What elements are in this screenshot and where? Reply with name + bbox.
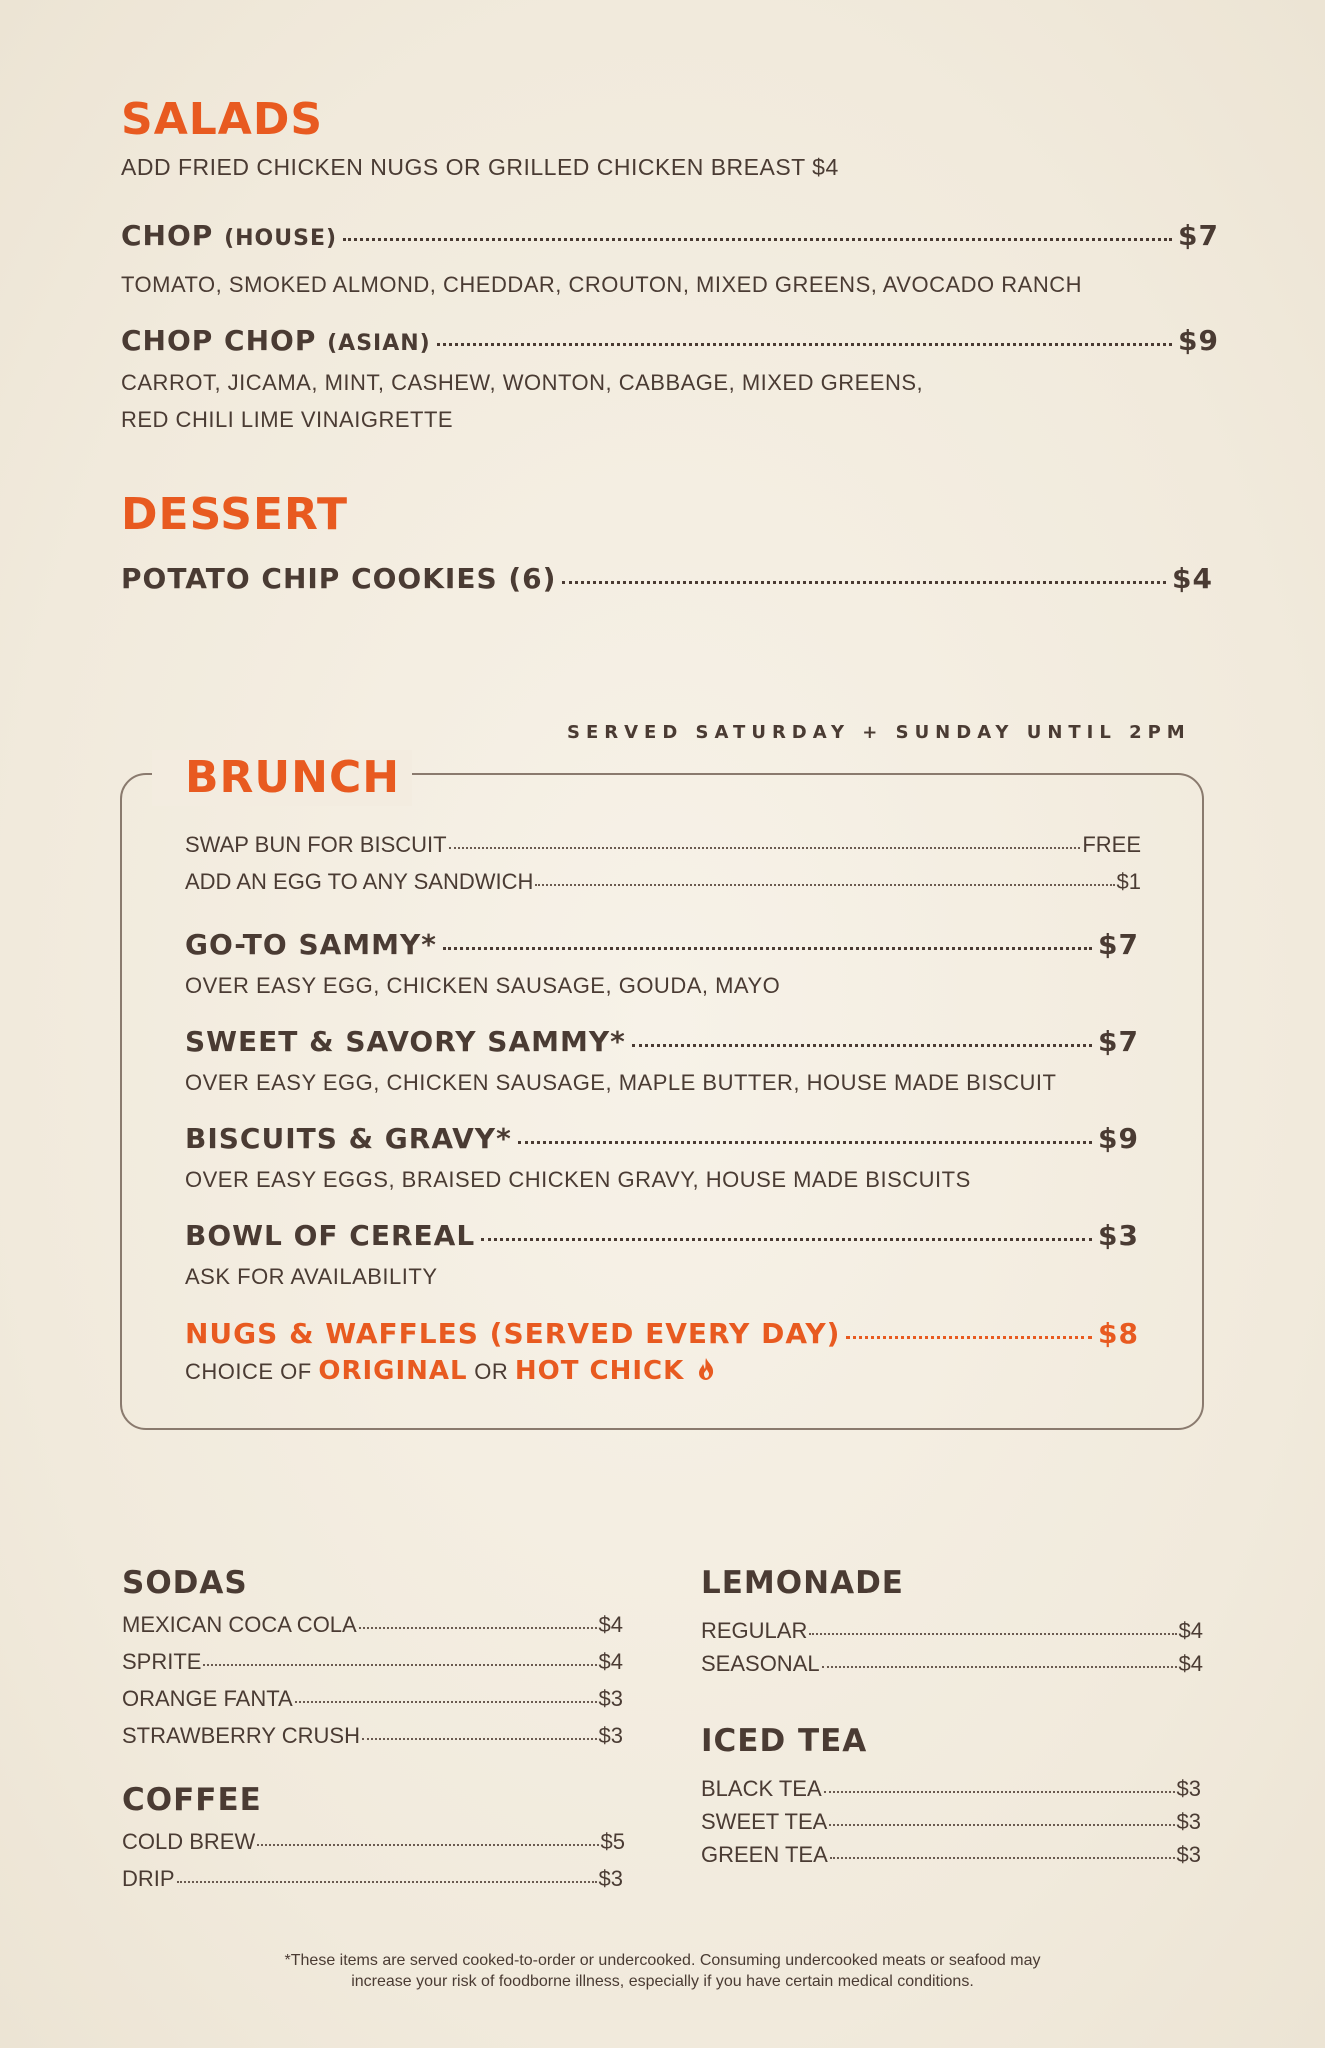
- drink-price: $3: [598, 1866, 623, 1891]
- extra-name: SWAP BUN FOR BISCUIT: [185, 832, 447, 857]
- drink-item: [122, 1614, 623, 1636]
- drink-price: $3: [598, 1723, 623, 1748]
- menu-item-bowl-of-cereal: [185, 1219, 1139, 1252]
- dot-leader: [830, 1857, 1175, 1859]
- item-name: BISCUITS & GRAVY*: [185, 1122, 512, 1155]
- drink-price: $4: [1178, 1618, 1203, 1643]
- drink-item: [701, 1811, 1201, 1833]
- dot-leader: [562, 581, 1166, 584]
- item-name: GO-TO SAMMY*: [185, 928, 437, 961]
- drink-name: MEXICAN COCA COLA: [122, 1612, 357, 1637]
- drink-price: $4: [598, 1612, 623, 1637]
- dot-leader: [829, 1824, 1174, 1826]
- menu-item-biscuits-gravy: [185, 1122, 1139, 1155]
- drink-name: SEASONAL: [701, 1651, 820, 1676]
- drink-price: $4: [598, 1649, 623, 1674]
- item-price: $8: [1098, 1317, 1139, 1350]
- drink-name: STRAWBERRY CRUSH: [122, 1723, 360, 1748]
- nugs-waffles-choice: [185, 1356, 715, 1386]
- drink-name: REGULAR: [701, 1618, 808, 1643]
- drink-price: $3: [598, 1686, 623, 1711]
- extra-price: FREE: [1082, 832, 1141, 857]
- drink-item: [122, 1725, 623, 1747]
- drink-item: [701, 1778, 1201, 1800]
- drink-item: [701, 1653, 1203, 1675]
- menu-item-sweet-savory-sammy: [185, 1025, 1139, 1058]
- salads-note: ADD FRIED CHICKEN NUGS OR GRILLED CHICKEN BREAST $4: [121, 154, 839, 180]
- drink-item: [701, 1620, 1203, 1642]
- item-description: ASK FOR AVAILABILITY: [185, 1264, 438, 1289]
- salads-title: SALADS: [121, 94, 324, 145]
- drink-item: [122, 1868, 623, 1890]
- dot-leader: [481, 1238, 1092, 1241]
- drink-price: $3: [1176, 1776, 1201, 1801]
- choice-or: OR: [474, 1359, 509, 1384]
- drink-price: $3: [1176, 1809, 1201, 1834]
- dot-leader: [518, 1141, 1092, 1144]
- drink-price: $3: [1176, 1842, 1201, 1867]
- item-name: SWEET & SAVORY SAMMY*: [185, 1025, 626, 1058]
- iced-tea-title: ICED TEA: [701, 1723, 868, 1759]
- choice-hot-chick: HOT CHICK: [514, 1356, 685, 1386]
- drink-price: $5: [600, 1829, 625, 1854]
- menu-item-go-to-sammy: [185, 928, 1139, 961]
- dot-leader: [257, 1844, 598, 1846]
- extra-price: $1: [1116, 869, 1141, 894]
- brunch-extra-swap-bun: [185, 834, 1141, 856]
- sodas-title: SODAS: [122, 1565, 248, 1601]
- flame-icon: [697, 1357, 715, 1381]
- dot-leader: [437, 343, 1172, 346]
- drink-item: [122, 1651, 623, 1673]
- item-name: NUGS & WAFFLES (SERVED EVERY DAY): [185, 1317, 841, 1350]
- brunch-extra-add-egg: [185, 871, 1141, 893]
- coffee-title: COFFEE: [122, 1782, 262, 1818]
- item-name: BOWL OF CEREAL: [185, 1219, 476, 1252]
- item-price: $9: [1178, 324, 1219, 357]
- item-description: OVER EASY EGGS, BRAISED CHICKEN GRAVY, HOUSE MADE BISCUITS: [185, 1167, 971, 1192]
- drink-name: GREEN TEA: [701, 1842, 828, 1867]
- item-price: $7: [1178, 219, 1219, 252]
- footnote-line: increase your risk of foodborne illness, especially if you have certain medical conditions.: [351, 1973, 974, 1990]
- dot-leader: [295, 1701, 597, 1703]
- drink-item: [122, 1688, 623, 1710]
- item-name: CHOP (HOUSE): [121, 219, 338, 252]
- menu-item-potato-chip-cookies: [121, 562, 1213, 595]
- item-price: $3: [1098, 1219, 1139, 1252]
- item-name: CHOP CHOP (ASIAN): [121, 324, 431, 357]
- footnote-line: *These items are served cooked-to-order or undercooked. Consuming undercooked meats or seafood may: [284, 1952, 1041, 1969]
- drink-price: $4: [1178, 1651, 1203, 1676]
- choice-original: ORIGINAL: [318, 1356, 468, 1386]
- dot-leader: [203, 1664, 596, 1666]
- choice-prefix: CHOICE OF: [185, 1359, 312, 1384]
- item-name: POTATO CHIP COOKIES (6): [121, 562, 557, 595]
- dot-leader: [177, 1881, 597, 1883]
- dot-leader: [449, 847, 1081, 849]
- dot-leader: [343, 238, 1172, 241]
- menu-item-nugs-waffles: [185, 1317, 1139, 1350]
- item-description-line: CARROT, JICAMA, MINT, CASHEW, WONTON, CABBAGE, MIXED GREENS,: [121, 370, 924, 395]
- brunch-served-note: SERVED SATURDAY + SUNDAY UNTIL 2PM: [567, 722, 1191, 743]
- drink-name: BLACK TEA: [701, 1776, 822, 1801]
- item-price: $7: [1098, 928, 1139, 961]
- dot-leader: [846, 1336, 1092, 1339]
- menu-item-chop: [121, 219, 1219, 252]
- item-price: $7: [1098, 1025, 1139, 1058]
- dot-leader: [824, 1791, 1175, 1793]
- menu-item-chop-chop: [121, 324, 1219, 357]
- brunch-title: BRUNCH: [185, 752, 401, 803]
- item-description: OVER EASY EGG, CHICKEN SAUSAGE, MAPLE BUTTER, HOUSE MADE BISCUIT: [185, 1070, 1057, 1095]
- item-price: $9: [1098, 1122, 1139, 1155]
- dot-leader: [535, 884, 1114, 886]
- drink-name: COLD BREW: [122, 1829, 256, 1854]
- dot-leader: [362, 1738, 597, 1740]
- drink-item: [701, 1844, 1201, 1866]
- dot-leader: [443, 947, 1092, 950]
- drink-name: SPRITE: [122, 1649, 202, 1674]
- dessert-title: DESSERT: [121, 489, 348, 540]
- drink-name: SWEET TEA: [701, 1809, 828, 1834]
- lemonade-title: LEMONADE: [701, 1565, 904, 1601]
- item-description: OVER EASY EGG, CHICKEN SAUSAGE, GOUDA, MAYO: [185, 973, 781, 998]
- drink-name: ORANGE FANTA: [122, 1686, 293, 1711]
- dot-leader: [632, 1044, 1092, 1047]
- item-description: [121, 364, 923, 438]
- dot-leader: [809, 1633, 1176, 1635]
- item-description-line: RED CHILI LIME VINAIGRETTE: [121, 407, 454, 432]
- dot-leader: [822, 1666, 1177, 1668]
- item-price: $4: [1172, 562, 1213, 595]
- dot-leader: [359, 1627, 597, 1629]
- allergy-footnote: [120, 1950, 1205, 1992]
- extra-name: ADD AN EGG TO ANY SANDWICH: [185, 869, 534, 894]
- drink-name: DRIP: [122, 1866, 175, 1891]
- item-description: TOMATO, SMOKED ALMOND, CHEDDAR, CROUTON, MIXED GREENS, AVOCADO RANCH: [121, 272, 1082, 297]
- drink-item: [122, 1831, 625, 1853]
